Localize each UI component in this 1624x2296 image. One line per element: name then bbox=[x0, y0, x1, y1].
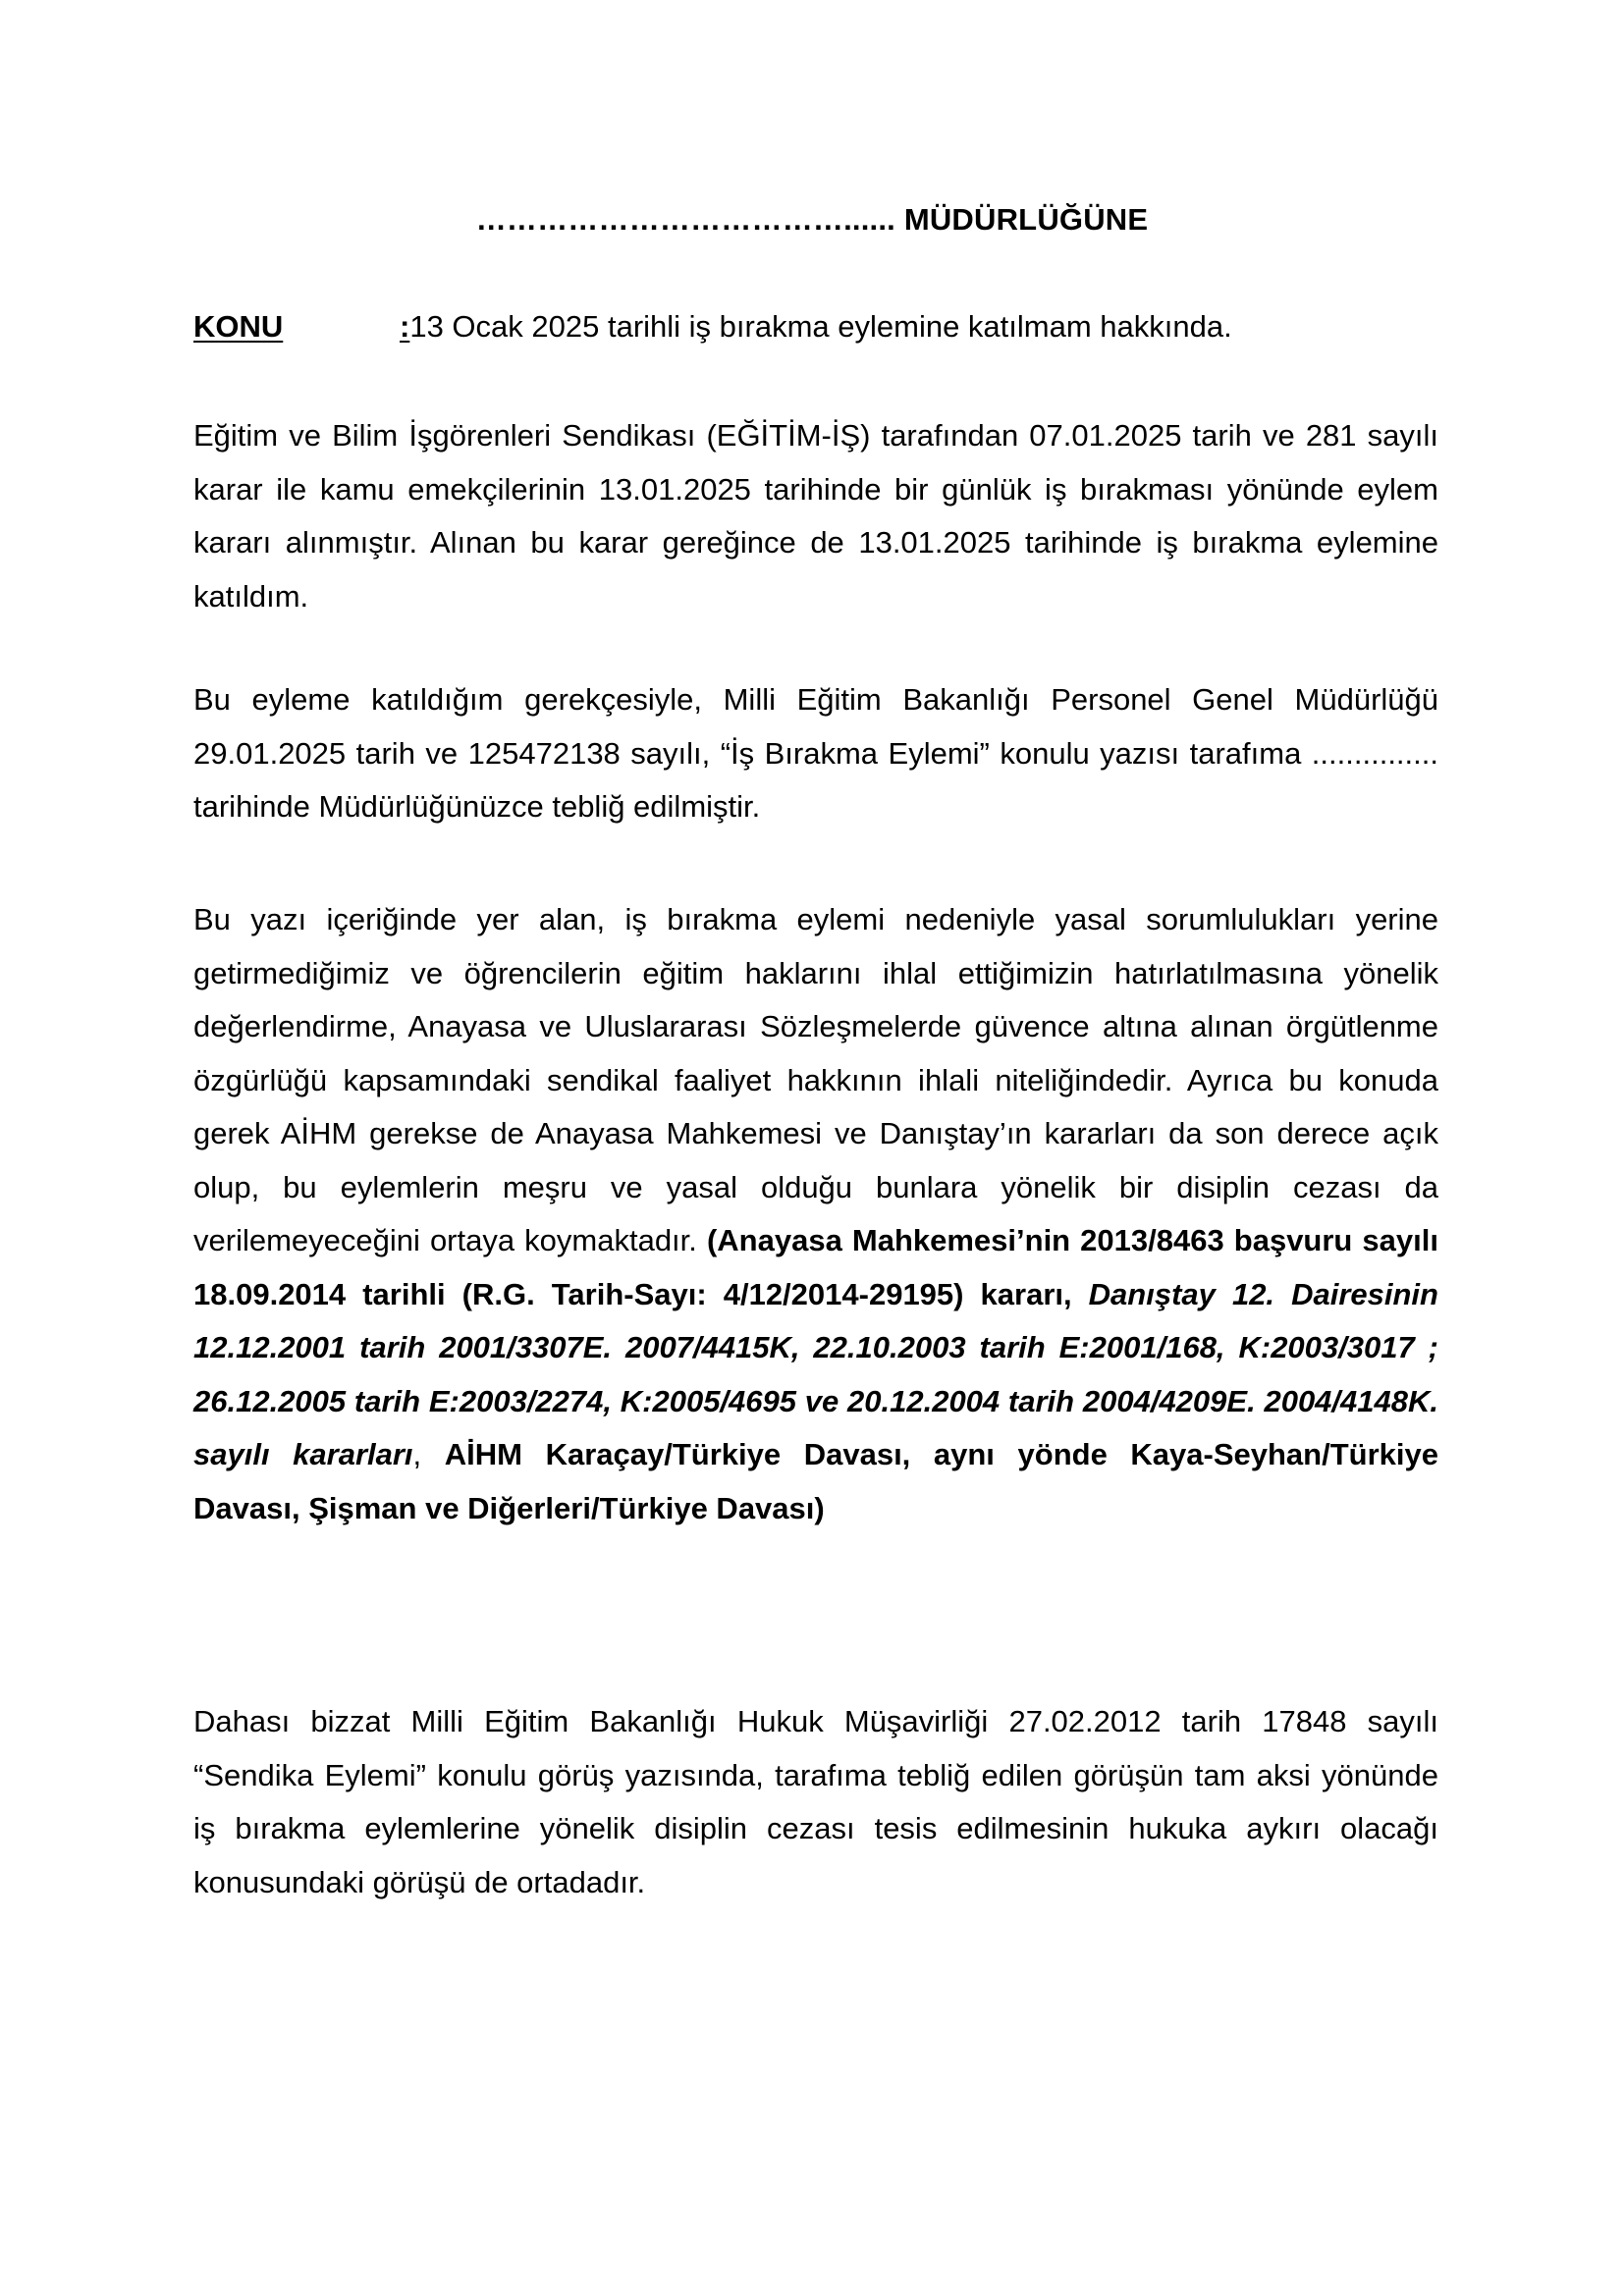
constitutional-court-citation: (Anayasa Mahkemesi’nin 2013/8463 başvuru sayılı 18.09.2014 tarihli (R.G. Tarih-Sayı: 4/12/2014-29195) kararı, bbox=[193, 1223, 1438, 1311]
paragraph-strike-decision: Eğitim ve Bilim İşgörenleri Sendikası (EĞİTİM-İŞ) tarafından 07.01.2025 tarih ve 281 sayılı karar ile kamu emekçilerinin 13.01.2025 tarihinde bir günlük iş bırakması yönünde eylem kararı alınmıştır. Alınan bu karar gereğince de 13.01.2025 tarihinde iş bırakma eylemine katıldım. bbox=[193, 418, 1438, 614]
subject-separator: : bbox=[400, 309, 410, 344]
citation-comma: , bbox=[412, 1437, 445, 1471]
subject-text: 13 Ocak 2025 tarihli iş bırakma eylemine katılmam hakkında. bbox=[409, 309, 1232, 344]
addressee-blank-dots: ………………………………...... bbox=[475, 202, 895, 237]
echr-case-citations: AİHM Karaçay/Türkiye Davası, aynı yönde Kaya-Seyhan/Türkiye Davası, Şişman ve Diğerleri/Türkiye Davası) bbox=[193, 1437, 1438, 1525]
addressee-heading bbox=[0, 192, 1624, 247]
subject-line bbox=[193, 299, 1440, 354]
paragraph-notification: Bu eyleme katıldığım gerekçesiyle, Milli Eğitim Bakanlığı Personel Genel Müdürlüğü 29.01.2025 tarih ve 125472138 sayılı, “İş Bırakma Eylemi” konulu yazısı tarafıma ............... tarihinde Müdürlüğünüzce tebliğ edilmiştir. bbox=[193, 682, 1438, 824]
paragraph-legal-counsel-opinion: Dahası bizzat Milli Eğitim Bakanlığı Hukuk Müşavirliği 27.02.2012 tarih 17848 sayılı “Sendika Eylemi” konulu görüş yazısında, tarafıma tebliğ edilen görüşün tam aksi yönünde iş bırakma eylemlerine yönelik disiplin cezası tesis edilmesinin hukuka aykırı olacağı konusundaki görüşü de ortadadır. bbox=[193, 1704, 1438, 1899]
paragraph-legal-objection bbox=[193, 893, 1438, 1535]
addressee-title: MÜDÜRLÜĞÜNE bbox=[903, 202, 1149, 237]
subject-label: KONU bbox=[193, 309, 284, 344]
council-of-state-citations: Danıştay 12. Dairesinin 12.12.2001 tarih 2001/3307E. 2007/4415K, 22.10.2003 tarih E:2001/168, K:2003/3017 ; 26.12.2005 tarih E:2003/2274, K:2005/4695 ve 20.12.2004 tarih 2004/4209E. 2004/4148K. sayılı kararları bbox=[193, 1276, 1438, 1471]
legal-objection-text: Bu yazı içeriğinde yer alan, iş bırakma eylemi nedeniyle yasal sorumlulukları yerine getirmediğimiz ve öğrencilerin eğitim haklarını ihlal ettiğimizin hatırlatılmasına yönelik değerlendirme, Anayasa ve Uluslararası Sözleşmelerde güvence altına alınan örgütlenme özgürlüğü kapsamındaki sendikal faaliyet hakkının ihlali niteliğindedir. Ayrıca bu konuda gerek AİHM gerekse de Anayasa Mahkemesi ve Danıştay’ın kararları da son derece açık olup, bu eylemlerin meşru ve yasal olduğu bunlara yönelik bir disiplin cezası da verilemeyeceğini ortaya koymaktadır. bbox=[193, 902, 1438, 1257]
